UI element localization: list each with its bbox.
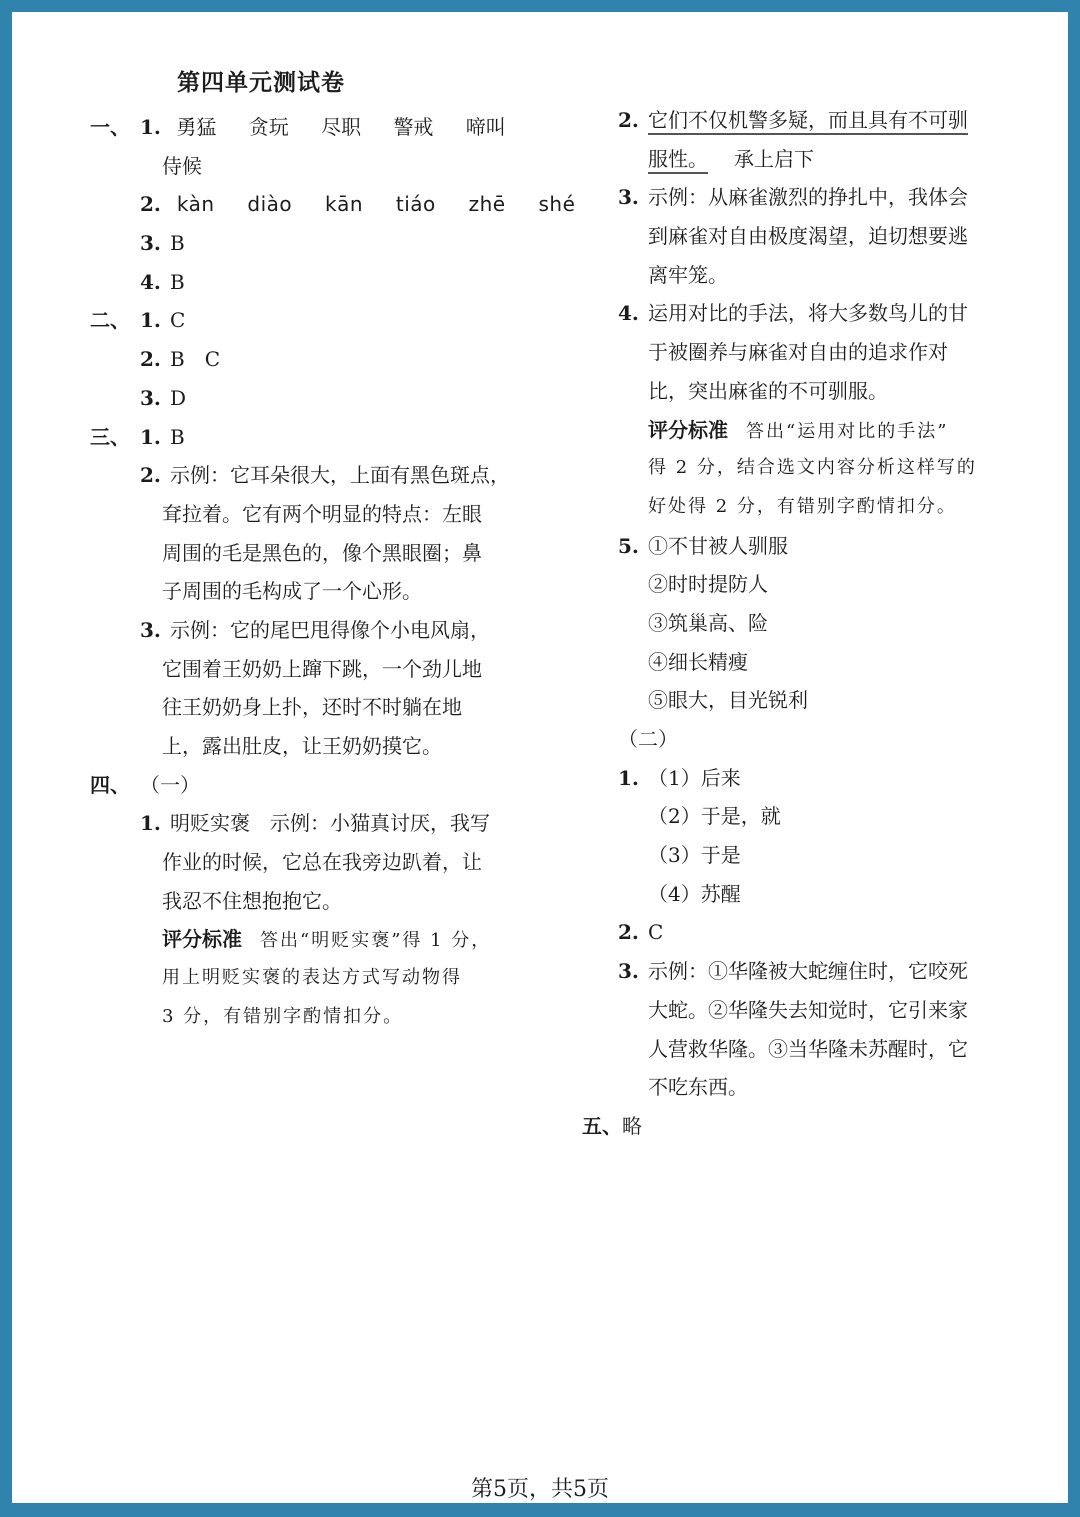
word: 尽职: [321, 115, 362, 139]
item-number: 4.: [618, 301, 639, 326]
answer-text: B: [170, 231, 185, 256]
answer-b-1: [582, 759, 1012, 798]
answer-3-2: [90, 456, 530, 495]
answer-text-line: 人营救华隆。③当华隆未苏醒时，它: [648, 1036, 968, 1061]
answer-1-4: [90, 263, 530, 302]
pinyin: shé: [538, 192, 576, 217]
item-number: 5.: [618, 533, 639, 558]
answer-text-line: 往王奶奶身上扑，还时不时躺在地: [162, 695, 462, 720]
answer-page: [12, 12, 1068, 1503]
item-number: 3.: [140, 617, 161, 642]
pinyin: kàn: [176, 192, 215, 217]
answer-text: C: [170, 308, 186, 333]
answer-4-1: [90, 804, 530, 843]
page-footer: 第5页，共5页: [471, 1477, 609, 1502]
answer-text: 示例：①华隆被大蛇缠住时，它咬死: [648, 959, 968, 984]
section-label: 五、: [582, 1113, 622, 1138]
word: 啼叫: [465, 115, 506, 139]
item-number: 3.: [140, 385, 161, 410]
answer-text: 明贬实褒 示例：小猫真讨厌，我写: [170, 811, 490, 836]
item-number: 3.: [140, 231, 161, 256]
scoring-criteria-heading: 评分标准: [648, 417, 728, 442]
answer-text-line: 耷拉着。它有两个明显的特点：左眼: [162, 501, 482, 526]
scoring-text: 答出“运用对比的手法”: [746, 420, 949, 442]
answer-r-2: [582, 101, 1012, 140]
item-number: 2.: [140, 347, 161, 372]
section-label: 四、: [90, 772, 130, 797]
pinyin: kān: [325, 192, 364, 217]
answer-r-5: [582, 527, 1012, 566]
item-number: 1.: [140, 424, 161, 449]
answer-text: 运用对比的手法，将大多数鸟儿的甘: [648, 301, 968, 326]
answer-1-3: [90, 224, 530, 263]
answer-text-line: 不吃东西。: [648, 1075, 748, 1100]
subsection-label: （二）: [618, 727, 678, 751]
answer-text-line: 周围的毛是黑色的，像个黑眼圈；鼻: [162, 540, 482, 565]
word: 勇猛: [176, 115, 217, 139]
answer-section-5: [582, 1107, 1012, 1146]
answer-r-2-cont: [582, 140, 1012, 179]
right-column: [582, 101, 1012, 1146]
scoring-criteria: [90, 920, 530, 959]
answer-2-3: [90, 379, 530, 418]
answer-text: 示例：它耳朵很大，上面有黑色斑点，: [170, 463, 510, 488]
section-label: 三、: [90, 424, 130, 449]
left-column: [90, 108, 576, 1037]
answer-text-line: （2）于是，就: [648, 804, 781, 829]
answer-text-line: ②时时提防人: [648, 572, 768, 597]
answer-text-line: 到麻雀对自由极度渴望，迫切想要逃: [648, 224, 968, 249]
item-number: 2.: [618, 920, 639, 945]
answer-text-line: 上，露出肚皮，让王奶奶摸它。: [162, 734, 442, 758]
answer-text-line: ⑤眼大，目光锐利: [648, 688, 808, 713]
answer-text: C: [648, 920, 664, 945]
scoring-text: 好处得 2 分，有错别字酌情扣分。: [648, 495, 957, 517]
underlined-answer: 它们不仅机警多疑，而且具有不可驯: [648, 108, 968, 135]
section-label: 一、: [90, 115, 130, 139]
answer-text-line: ④细长精瘦: [648, 649, 748, 674]
answer-text: D: [170, 385, 187, 410]
page-title: 第四单元测试卷: [177, 69, 345, 96]
answer-text: B C: [170, 347, 220, 372]
answer-text-line: 于被圈养与麻雀对自由的追求作对: [648, 340, 948, 365]
answer-text-line: （4）苏醒: [648, 881, 741, 906]
item-number: 1.: [140, 811, 161, 836]
item-number: 4.: [140, 269, 161, 294]
item-number: 2.: [140, 463, 161, 488]
underlined-answer: 服性。: [648, 147, 708, 174]
answer-text-line: 作业的时候，它总在我旁边趴着，让: [162, 850, 482, 875]
answer-text-line: 大蛇。②华隆失去知觉时，它引来家: [648, 997, 968, 1022]
scoring-text: 用上明贬实褒的表达方式写动物得: [162, 967, 462, 989]
item-number: 3.: [618, 185, 639, 210]
item-number: 1.: [140, 115, 161, 139]
answer-1-2: [90, 185, 576, 224]
answer-text: 示例：它的尾巴甩得像个小电风扇，: [170, 617, 490, 642]
answer-1-1-cont: 侍候: [162, 153, 202, 178]
item-number: 1.: [140, 308, 161, 333]
answer-2-1: [90, 301, 530, 340]
item-number: 1.: [618, 765, 639, 790]
item-number: 2.: [140, 192, 161, 217]
answer-text: 略: [622, 1113, 642, 1138]
answer-text: 示例：从麻雀激烈的挣扎中，我体会: [648, 185, 968, 210]
answer-text-line: 子周围的毛构成了一个心形。: [162, 579, 422, 604]
answer-text: 承上启下: [734, 146, 814, 171]
pinyin: diào: [247, 192, 293, 217]
scoring-criteria-heading: 评分标准: [162, 927, 242, 952]
answer-text: B: [170, 269, 185, 294]
answer-text: ①不甘被人驯服: [648, 533, 788, 558]
item-number: 3.: [618, 959, 639, 984]
word: 贪玩: [248, 115, 289, 139]
section-label: 二、: [90, 308, 130, 333]
scoring-text: 3 分，有错别字酌情扣分。: [162, 1005, 404, 1027]
answer-1-1: [90, 108, 530, 147]
answer-text: （1）后来: [648, 765, 741, 790]
answer-3-3: [90, 611, 530, 650]
pinyin: tiáo: [395, 192, 436, 217]
subsection-label: （一）: [140, 772, 200, 797]
answer-text-line: ③筑巢高、险: [648, 610, 768, 635]
answer-text-line: 我忍不住想抱抱它。: [162, 888, 342, 913]
answer-3-1: [90, 418, 530, 457]
scoring-text: 答出“明贬实褒”得 1 分，: [260, 930, 492, 952]
scoring-text: 得 2 分，结合选文内容分析这样写的: [648, 457, 977, 479]
answer-b-3: [582, 952, 1012, 991]
word: 警戒: [393, 115, 434, 139]
answer-text-line: 离牢笼。: [648, 262, 728, 287]
answer-text-line: 它围着王奶奶上蹿下跳，一个劲儿地: [162, 656, 482, 681]
answer-r-4: [582, 294, 1012, 333]
pinyin: zhē: [468, 192, 506, 217]
answer-text-line: （3）于是: [648, 843, 741, 868]
item-number: 2.: [618, 108, 639, 132]
answer-text: B: [170, 424, 185, 449]
scoring-criteria: [582, 411, 1012, 450]
section-4-header: [90, 766, 530, 805]
answer-text-line: 比，突出麻雀的不可驯服。: [648, 378, 888, 403]
answer-b-2: [582, 913, 1012, 952]
answer-2-2: [90, 340, 530, 379]
answer-r-3: [582, 178, 1012, 217]
